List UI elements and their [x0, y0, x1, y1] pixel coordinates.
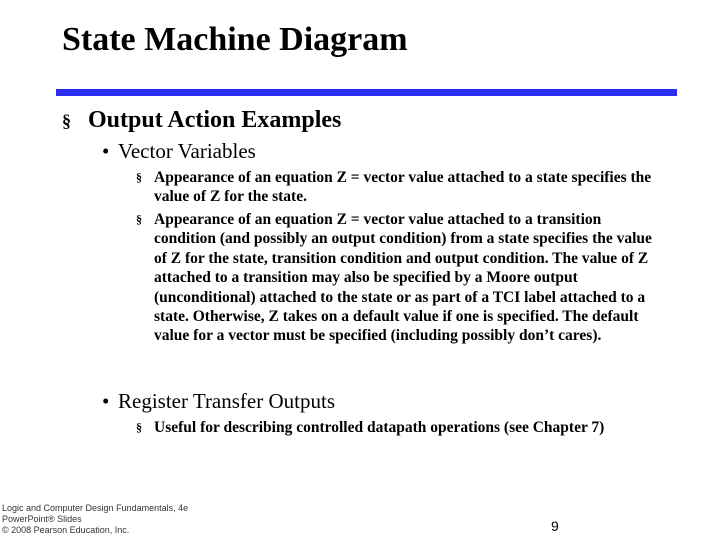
section-label: Vector Variables	[118, 139, 256, 163]
footer-credits	[2, 503, 188, 536]
point-vector-transition	[136, 210, 666, 346]
point-vector-state	[136, 168, 666, 207]
footer-copyright: © 2008 Pearson Education, Inc.	[2, 525, 130, 535]
footer-slides-label: PowerPoint® Slides	[2, 514, 82, 524]
title-divider	[56, 89, 677, 96]
square-bullet-icon: §	[136, 420, 142, 434]
dot-bullet-icon: •	[102, 389, 110, 413]
point-text: Appearance of an equation Z = vector value attached to a transition condition (and possibly an output condition) from a state specifies the value of Z for the state, transition condition and output condition. The value of Z attached to a transition may also be specified by a Moore output (unconditional) attached to the state or as part of a TCI label attached to a state. Otherwise, Z takes on a default value if one is specified. The default value for a vector must be specified (including possibly don’t cares).	[154, 211, 652, 345]
section-label: Register Transfer Outputs	[118, 389, 335, 413]
footer-book-title: Logic and Computer Design Fundamentals, 4e	[2, 503, 189, 513]
heading-text: Output Action Examples	[88, 107, 342, 133]
square-bullet-icon: §	[136, 170, 142, 184]
section-register-transfer-outputs	[102, 387, 335, 415]
point-text: Useful for describing controlled datapath operations (see Chapter 7)	[154, 419, 605, 436]
point-register-transfer	[136, 418, 666, 437]
page-number: 9	[551, 518, 559, 534]
heading-output-action-examples	[62, 104, 341, 136]
dot-bullet-icon: •	[102, 139, 110, 163]
section-vector-variables	[102, 137, 256, 165]
point-text: Appearance of an equation Z = vector value attached to a state specifies the value of Z for the state.	[154, 169, 652, 206]
slide-title: State Machine Diagram	[62, 21, 408, 58]
square-bullet-icon: §	[136, 212, 142, 226]
square-bullet-icon: §	[62, 111, 71, 131]
